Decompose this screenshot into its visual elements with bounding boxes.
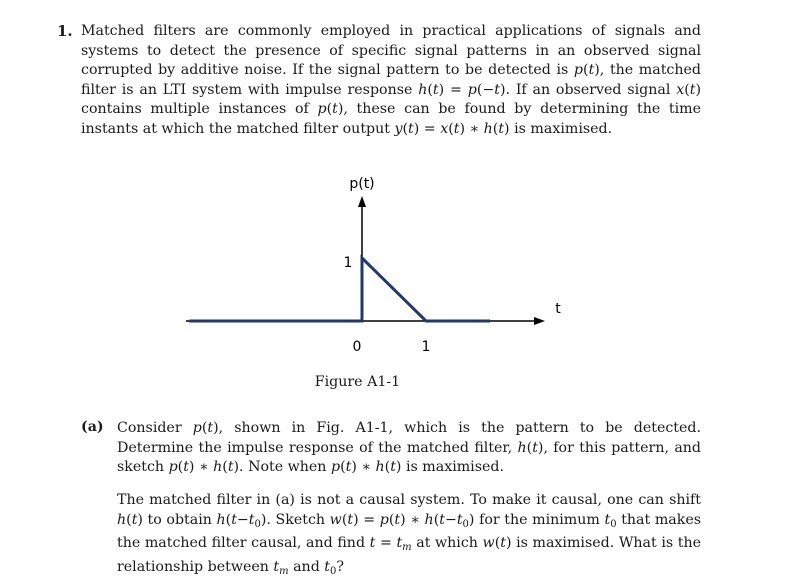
signal-p-of-t [189, 258, 490, 321]
x-axis [186, 317, 545, 325]
y-tick-label: 1 [343, 255, 353, 271]
y-axis-arrowhead [358, 196, 366, 207]
part-a-label: (a) [81, 419, 104, 435]
part-a-followup: The matched filter in (a) is not a causal system. To make it causal, one can shift h(t) to obtain $h(t-t_0)$. Sketch w(t) = p(t) ∗ $h(t-t_0)$ for the minimum $t_0$ that makes the matched filter causal, and find $t = t_m$ at which w(t) is maximised. What is the relationship between $t_m$ and $t_0$? [117, 492, 702, 577]
x-tick-label-0: 0 [352, 339, 362, 355]
y-axis [358, 196, 366, 321]
x-axis-arrowhead [534, 317, 545, 325]
x-axis-label: t [555, 301, 561, 317]
y-axis-label: p(t) [349, 176, 375, 192]
x-tick-label-1: 1 [421, 339, 431, 355]
part-a-text: Consider p(t), shown in Fig. A1-1, which is the pattern to be detected. Determine the impulse response of the matched filter, h(t), for this pattern, and sketch p(t) ∗ h(t). Note when p(t) ∗ h(t) is maximised. [117, 420, 702, 476]
problem-number: 1. [57, 22, 73, 40]
problem-intro: Matched filters are commonly employed in practical applications of signals and systems to detect the presence of specific signal patterns in an observed signal corrupted by additive noise. If the signal pattern to be detected is p(t), the matched filter is an LTI system with impulse response h(t) = p(−t). If an observed signal x(t) contains multiple instances of p(t), these can be found by determining the time instants at which the matched filter output y(t) = x(t) ∗ h(t) is maximised. [81, 23, 702, 137]
figure-caption: Figure A1-1 [314, 374, 401, 390]
